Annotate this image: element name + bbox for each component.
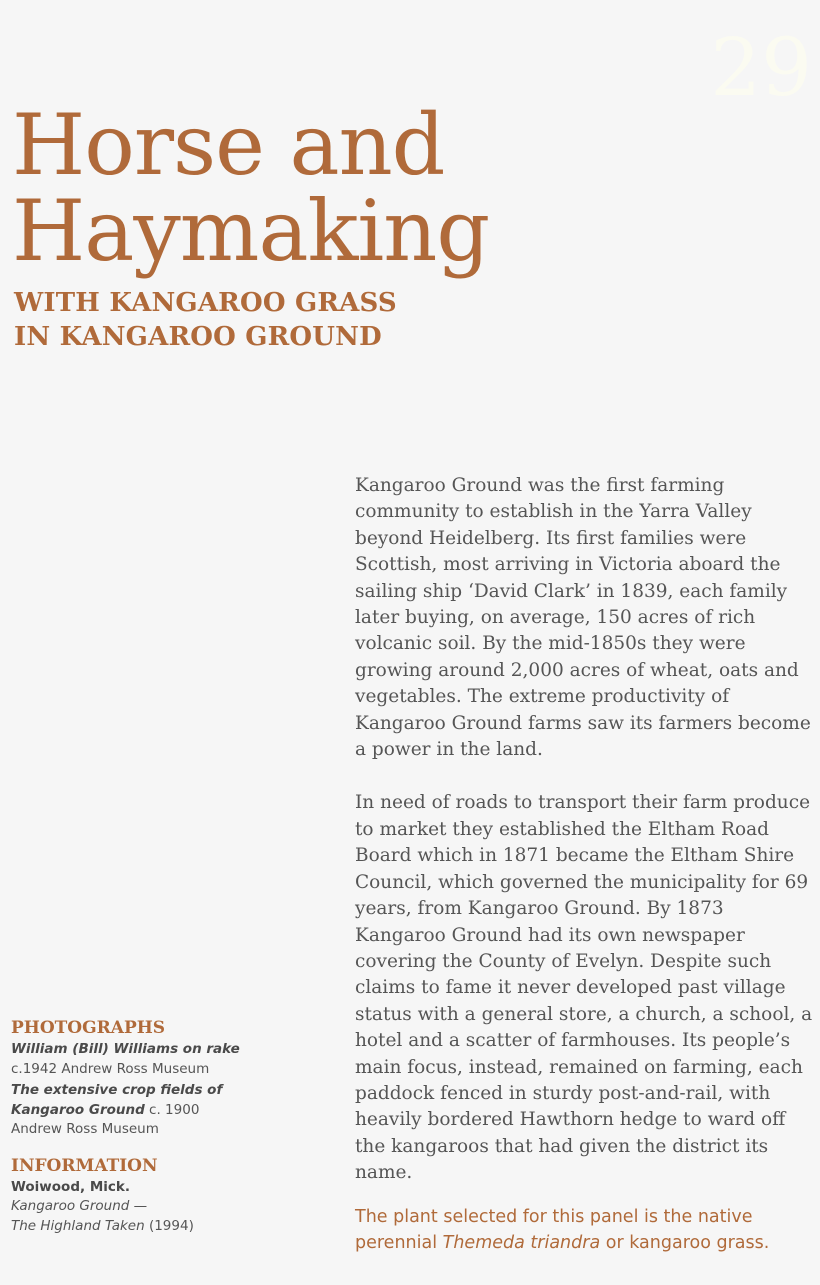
info-year: (1994) <box>144 1217 194 1234</box>
photo2-caption: The extensive crop fields of Kangaroo Ground <box>11 1082 223 1118</box>
info-title-line-2: The Highland Taken <box>11 1217 145 1234</box>
photo-credit-1 <box>11 1040 271 1079</box>
information-heading: INFORMATION <box>11 1155 158 1176</box>
body-paragraph-2: In need of roads to transport their farm produce to market they established the Eltham Road Board which in 1871 became the Eltham Shire Council, which governed the municipality for 69 years, from Kangaroo Ground. By 1873 Kangaroo Ground had its own newspaper covering the County of Evelyn. Despite such claims to fame it never developed past village status with a general store, a church, a school, a hotel and a scatter of farmhouses. Its people’s main focus, instead, remained on farming, each paddock fenced in sturdy post-and-rail, with heavily bordered Hawthorn hedge to ward off the kangaroos that had given the district its name. <box>355 792 813 1184</box>
page-subtitle <box>14 286 397 354</box>
photographs-heading: PHOTOGRAPHS <box>11 1018 166 1038</box>
plant-note-before: The plant selected for this panel is the native perennial <box>355 1207 753 1253</box>
page-title <box>12 96 490 280</box>
subtitle-line-2: IN KANGAROO GROUND <box>14 322 382 352</box>
photo2-source: Andrew Ross Museum <box>11 1121 159 1137</box>
info-title-line-1: Kangaroo Ground — <box>11 1198 148 1214</box>
subtitle-line-1: WITH KANGAROO GRASS <box>14 288 397 318</box>
plant-note <box>355 1204 815 1256</box>
credits-panel <box>11 1016 271 1236</box>
photo2-date: c. 1900 <box>144 1101 200 1118</box>
info-author: Woiwood, Mick. <box>11 1178 130 1195</box>
title-line-2: Haymaking <box>12 182 490 280</box>
body-text <box>355 473 815 1187</box>
plant-species-name: Themeda triandra <box>442 1233 601 1253</box>
photo-credit-2 <box>11 1081 271 1140</box>
body-paragraph-1: Kangaroo Ground was the first farming community to establish in the Yarra Valley beyond Heidelberg. Its first families were Scottish, most arriving in Victoria aboard the sailing ship ‘David Clark’ in 1839, each family later buying, on average, 150 acres of rich volcanic soil. By the mid-1850s they were growing around 2,000 acres of wheat, oats and vegetables. The extreme productivity of Kangaroo Ground farms saw its farmers become a power in the land. <box>355 475 811 761</box>
title-line-1: Horse and <box>12 96 445 194</box>
photo1-source: c.1942 Andrew Ross Museum <box>11 1060 210 1077</box>
page-number: 29 <box>710 21 812 114</box>
plant-note-after: or kangaroo grass. <box>600 1233 770 1253</box>
information-credit <box>11 1178 271 1237</box>
photo1-caption: William (Bill) Williams on rake <box>11 1041 240 1057</box>
